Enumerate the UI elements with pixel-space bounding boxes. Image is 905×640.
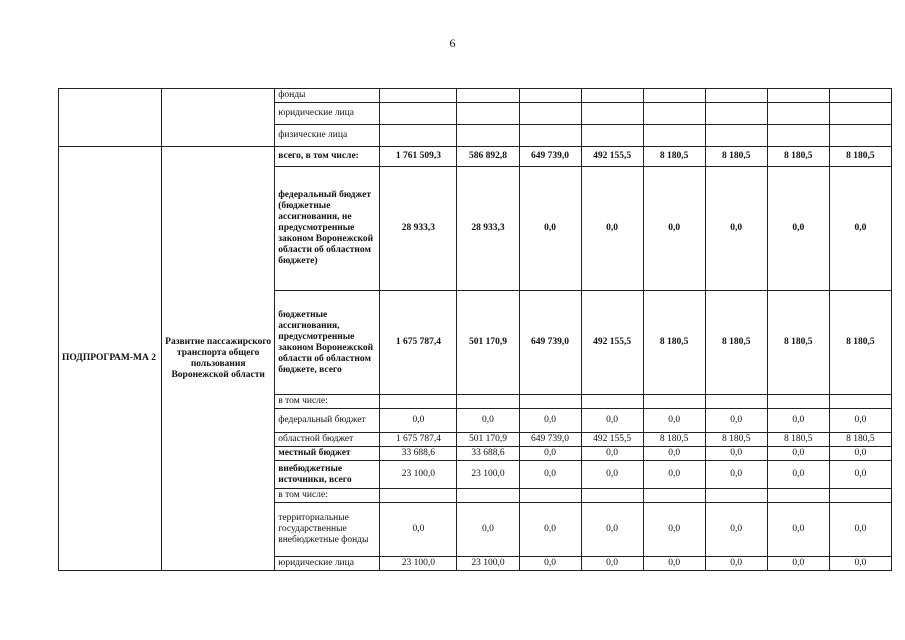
value-cell [519, 489, 581, 503]
value-cell [380, 395, 457, 409]
value-cell [767, 125, 829, 147]
value-cell [767, 395, 829, 409]
value-cell [643, 125, 705, 147]
value-cell: 0,0 [519, 167, 581, 291]
value-cell [457, 125, 519, 147]
value-cell: 0,0 [643, 447, 705, 461]
row-label: территориальные государственные внебюджетные фонды [275, 503, 380, 557]
value-cell: 0,0 [705, 461, 767, 489]
value-cell: 0,0 [643, 557, 705, 571]
value-cell: 1 761 509,3 [380, 147, 457, 167]
value-cell: 23 100,0 [457, 461, 519, 489]
row-label: фонды [275, 89, 380, 103]
row-label: федеральный бюджет (бюджетные ассигнования, не предусмотренные законом Воронежской области об областном бюджете) [275, 167, 380, 291]
value-cell: 8 180,5 [705, 147, 767, 167]
value-cell: 8 180,5 [829, 433, 891, 447]
value-cell: 0,0 [829, 503, 891, 557]
value-cell: 1 675 787,4 [380, 433, 457, 447]
program-code: ПОДПРОГРАМ-МА 2 [59, 147, 162, 571]
value-cell [705, 395, 767, 409]
value-cell: 0,0 [705, 409, 767, 433]
row-label: областной бюджет [275, 433, 380, 447]
value-cell: 0,0 [581, 447, 643, 461]
row-label: юридические лица [275, 557, 380, 571]
value-cell [705, 489, 767, 503]
value-cell: 0,0 [519, 557, 581, 571]
value-cell: 8 180,5 [829, 291, 891, 395]
value-cell: 649 739,0 [519, 147, 581, 167]
value-cell [457, 89, 519, 103]
value-cell [581, 89, 643, 103]
value-cell [829, 103, 891, 125]
value-cell [380, 89, 457, 103]
value-cell: 8 180,5 [705, 291, 767, 395]
value-cell: 0,0 [457, 409, 519, 433]
value-cell [643, 489, 705, 503]
value-cell: 0,0 [767, 461, 829, 489]
value-cell [457, 489, 519, 503]
empty-name-cell [162, 89, 275, 147]
value-cell: 0,0 [705, 167, 767, 291]
value-cell [705, 89, 767, 103]
value-cell: 0,0 [519, 447, 581, 461]
value-cell: 23 100,0 [457, 557, 519, 571]
value-cell: 0,0 [767, 447, 829, 461]
value-cell [643, 103, 705, 125]
page-number: 6 [449, 36, 456, 50]
value-cell [767, 103, 829, 125]
value-cell [519, 395, 581, 409]
value-cell: 1 675 787,4 [380, 291, 457, 395]
value-cell [767, 489, 829, 503]
value-cell: 0,0 [519, 461, 581, 489]
value-cell: 501 170,9 [457, 433, 519, 447]
value-cell [829, 125, 891, 147]
value-cell: 0,0 [829, 409, 891, 433]
value-cell: 0,0 [767, 503, 829, 557]
value-cell: 0,0 [519, 503, 581, 557]
value-cell: 492 155,5 [581, 291, 643, 395]
row-label: всего, в том числе: [275, 147, 380, 167]
value-cell [705, 125, 767, 147]
value-cell: 0,0 [380, 409, 457, 433]
value-cell: 8 180,5 [767, 291, 829, 395]
value-cell [581, 103, 643, 125]
value-cell: 8 180,5 [643, 147, 705, 167]
value-cell: 8 180,5 [767, 147, 829, 167]
value-cell [380, 103, 457, 125]
value-cell: 492 155,5 [581, 147, 643, 167]
value-cell: 0,0 [829, 447, 891, 461]
value-cell: 0,0 [457, 503, 519, 557]
value-cell: 0,0 [705, 557, 767, 571]
value-cell: 0,0 [519, 409, 581, 433]
value-cell: 0,0 [829, 167, 891, 291]
value-cell: 0,0 [767, 167, 829, 291]
value-cell: 501 170,9 [457, 291, 519, 395]
table-row [59, 89, 892, 103]
budget-table [58, 88, 892, 571]
row-label: в том числе: [275, 489, 380, 503]
value-cell: 0,0 [581, 167, 643, 291]
value-cell: 0,0 [705, 447, 767, 461]
value-cell [519, 89, 581, 103]
value-cell: 0,0 [581, 557, 643, 571]
value-cell: 8 180,5 [829, 147, 891, 167]
row-label: юридические лица [275, 103, 380, 125]
value-cell: 0,0 [643, 167, 705, 291]
value-cell: 0,0 [767, 557, 829, 571]
value-cell: 649 739,0 [519, 291, 581, 395]
value-cell [519, 103, 581, 125]
value-cell [457, 103, 519, 125]
value-cell: 0,0 [581, 503, 643, 557]
row-label: в том числе: [275, 395, 380, 409]
value-cell [380, 489, 457, 503]
row-label: внебюджетные источники, всего [275, 461, 380, 489]
value-cell [643, 395, 705, 409]
value-cell [519, 125, 581, 147]
value-cell: 0,0 [581, 409, 643, 433]
program-name: Развитие пассажирского транспорта общего пользования Воронежской области [162, 147, 275, 571]
value-cell: 28 933,3 [457, 167, 519, 291]
value-cell [705, 103, 767, 125]
row-label: бюджетные ассигнования, предусмотренные законом Воронежской области об областном бюджете, всего [275, 291, 380, 395]
value-cell: 23 100,0 [380, 461, 457, 489]
empty-program-cell [59, 89, 162, 147]
value-cell: 0,0 [767, 409, 829, 433]
value-cell: 0,0 [705, 503, 767, 557]
value-cell [829, 395, 891, 409]
table-row [59, 147, 892, 167]
value-cell: 0,0 [829, 557, 891, 571]
value-cell: 8 180,5 [643, 291, 705, 395]
value-cell: 8 180,5 [705, 433, 767, 447]
value-cell: 8 180,5 [767, 433, 829, 447]
row-label: местный бюджет [275, 447, 380, 461]
row-label: физические лица [275, 125, 380, 147]
value-cell: 8 180,5 [643, 433, 705, 447]
value-cell: 28 933,3 [380, 167, 457, 291]
value-cell: 586 892,8 [457, 147, 519, 167]
value-cell [457, 395, 519, 409]
value-cell [581, 489, 643, 503]
value-cell: 33 688,6 [457, 447, 519, 461]
value-cell: 0,0 [643, 461, 705, 489]
value-cell [829, 89, 891, 103]
value-cell: 649 739,0 [519, 433, 581, 447]
value-cell [581, 125, 643, 147]
value-cell: 23 100,0 [380, 557, 457, 571]
value-cell: 0,0 [829, 461, 891, 489]
value-cell [380, 125, 457, 147]
value-cell: 33 688,6 [380, 447, 457, 461]
value-cell: 492 155,5 [581, 433, 643, 447]
value-cell [767, 89, 829, 103]
value-cell [581, 395, 643, 409]
value-cell: 0,0 [380, 503, 457, 557]
value-cell [643, 89, 705, 103]
value-cell: 0,0 [643, 503, 705, 557]
row-label: федеральный бюджет [275, 409, 380, 433]
value-cell: 0,0 [643, 409, 705, 433]
value-cell: 0,0 [581, 461, 643, 489]
value-cell [829, 489, 891, 503]
